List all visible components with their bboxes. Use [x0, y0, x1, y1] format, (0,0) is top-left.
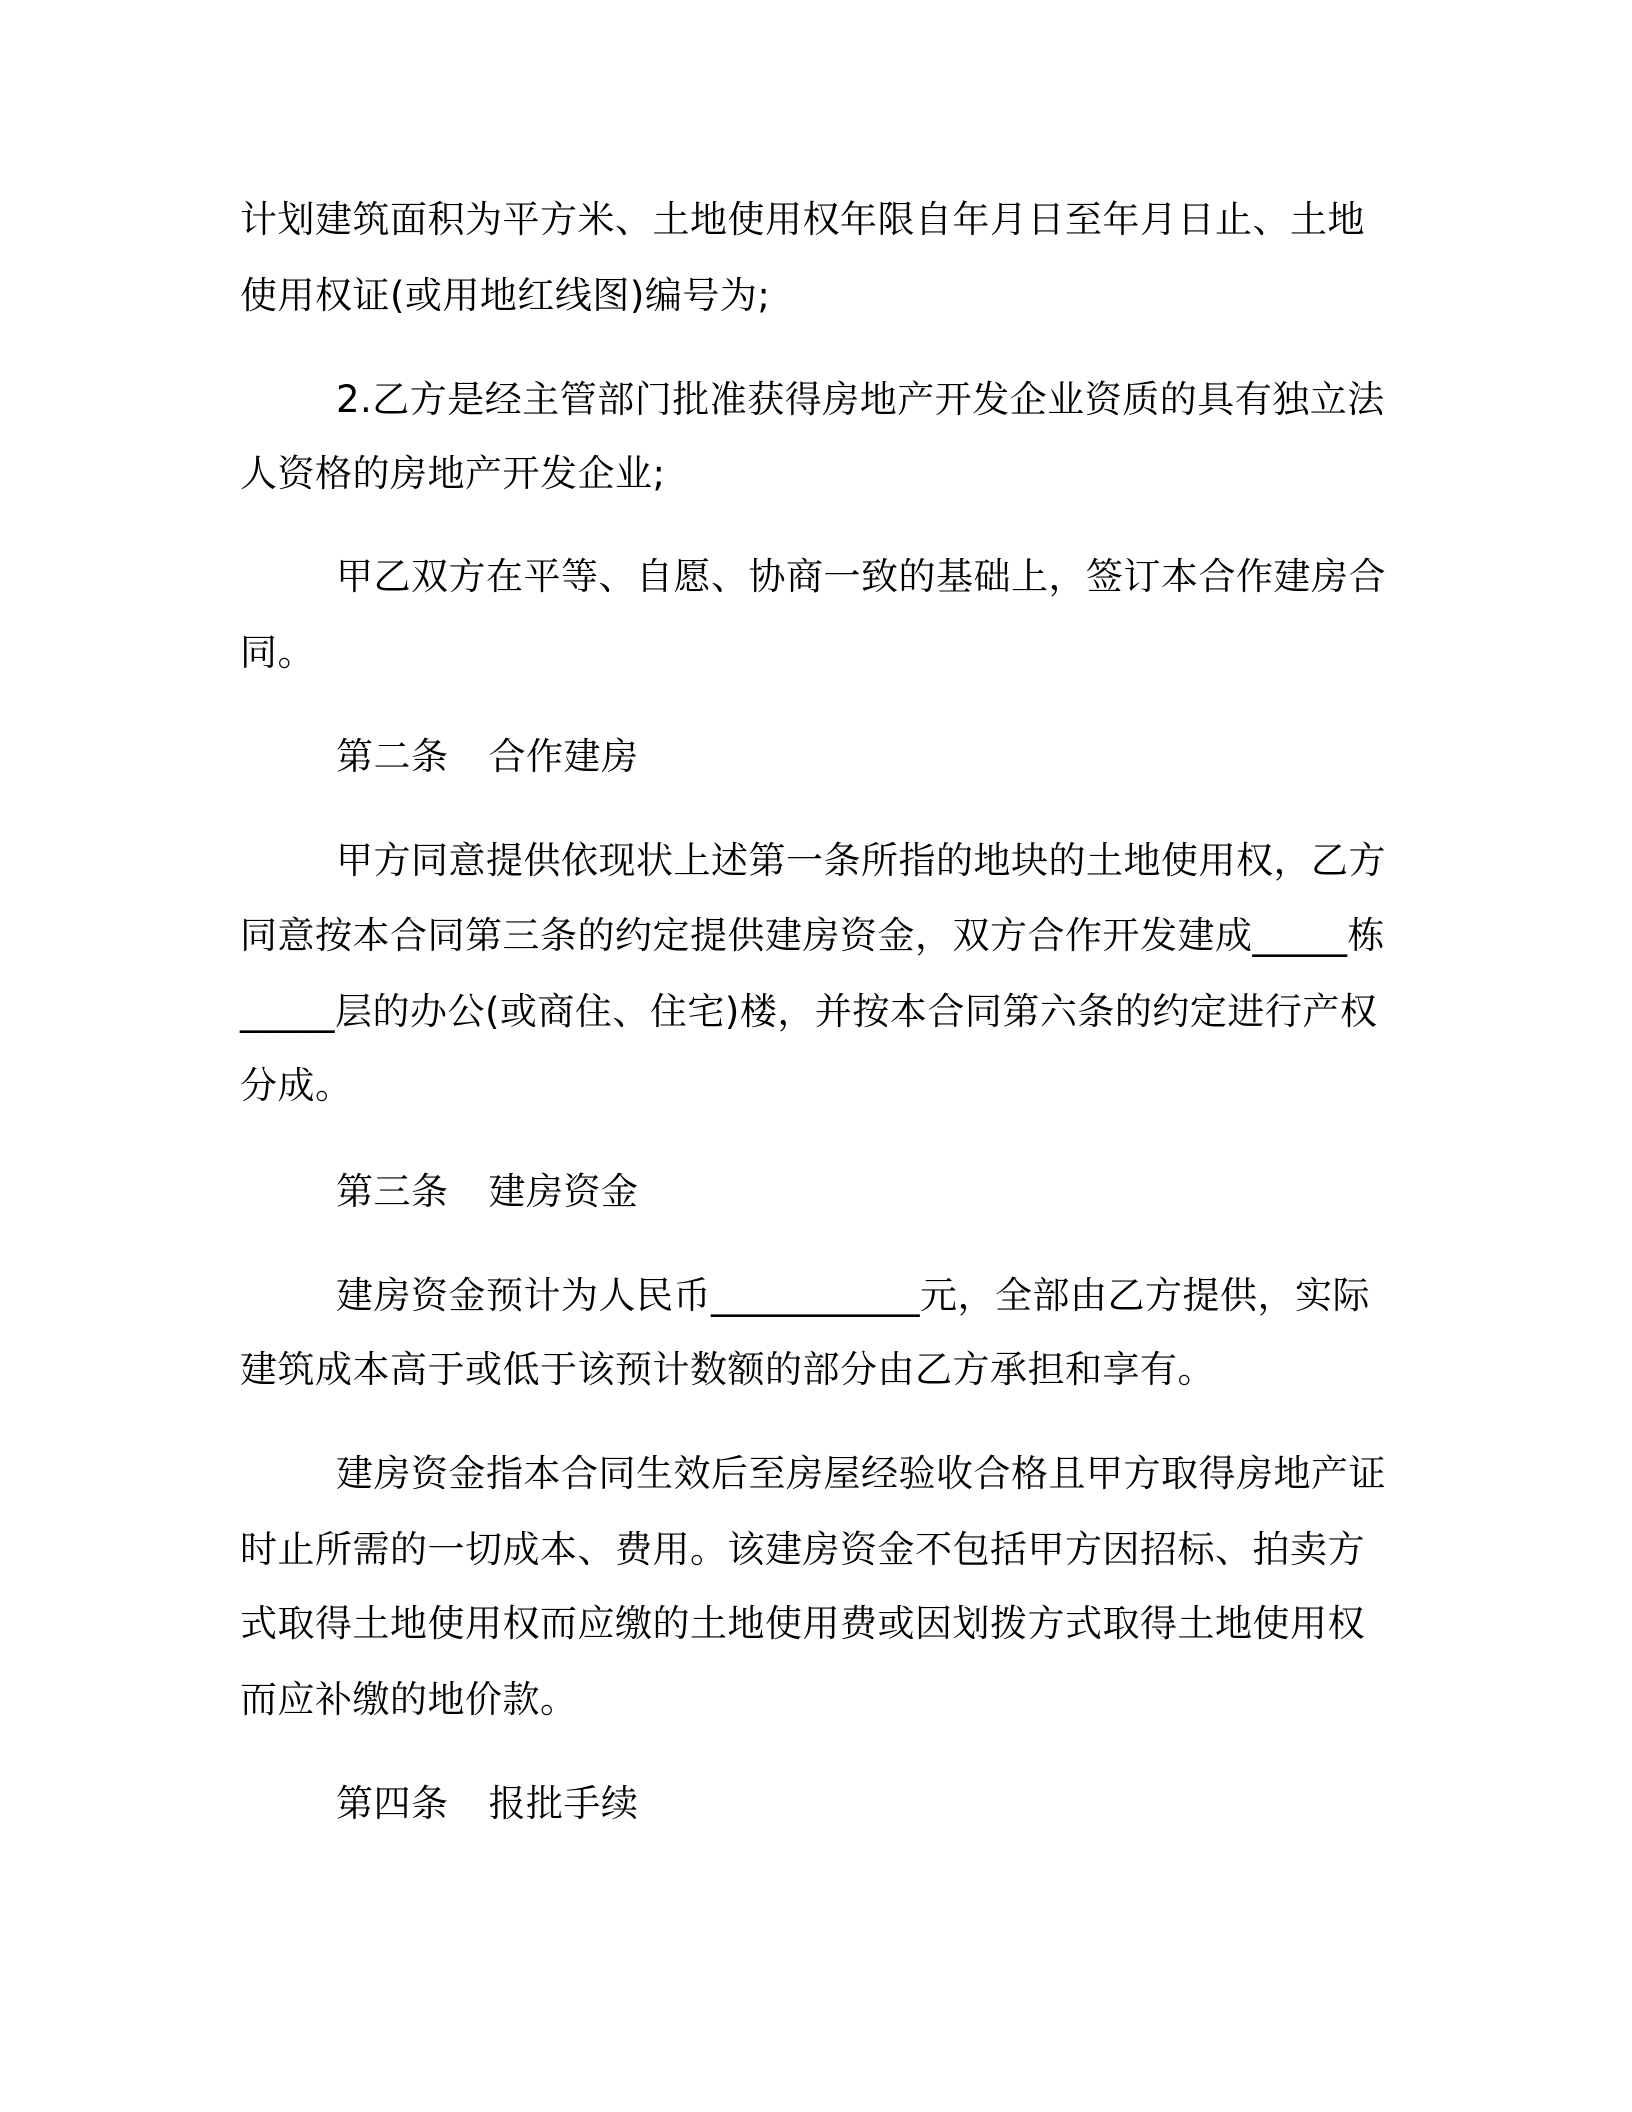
article-4-number: 第四条 [336, 1782, 449, 1825]
article-2-number: 第二条 [336, 735, 449, 778]
article-2-line-4: 分成。 [240, 1064, 353, 1107]
preamble-line-1: 计划建筑面积为平方米、土地使用权年限自年月日至年月日止、土地 [240, 198, 1365, 241]
item2-line-2: 人资格的房地产开发企业; [240, 452, 666, 495]
article-3-number: 第三条 [336, 1170, 449, 1213]
article-3-heading [336, 1168, 639, 1216]
article-3-p1-line-2: 建筑成本高于或低于该预计数额的部分由乙方承担和享有。 [240, 1348, 1215, 1391]
article-3-title: 建房资金 [488, 1170, 639, 1213]
article-2-heading [336, 733, 639, 781]
item2-line-1: 2.乙方是经主管部门批准获得房地产开发企业资质的具有独立法 [336, 378, 1385, 421]
article-4-title: 报批手续 [488, 1782, 639, 1825]
agreement-line-1: 甲乙双方在平等、自愿、协商一致的基础上，签订本合作建房合 [336, 555, 1386, 598]
article-3-p2-line-2: 时止所需的一切成本、费用。该建房资金不包括甲方因招标、拍卖方 [240, 1528, 1365, 1571]
article-3-p2-line-1: 建房资金指本合同生效后至房屋经验收合格且甲方取得房地产证 [336, 1452, 1386, 1495]
preamble-line-2: 使用权证(或用地红线图)编号为; [240, 274, 771, 317]
article-3-p1-line-1: 建房资金预计为人民币___________元，全部由乙方提供，实际 [336, 1274, 1370, 1317]
article-2-line-3: _____层的办公(或商住、住宅)楼，并按本合同第六条的约定进行产权 [240, 990, 1378, 1033]
agreement-line-2: 同。 [240, 631, 315, 674]
article-2-title: 合作建房 [488, 735, 639, 778]
article-4-heading [336, 1780, 639, 1828]
article-3-p2-line-3: 式取得土地使用权而应缴的土地使用费或因划拨方式取得土地使用权 [240, 1602, 1365, 1645]
article-2-line-1: 甲方同意提供依现状上述第一条所指的地块的土地使用权，乙方 [336, 839, 1386, 882]
article-3-p2-line-4: 而应补缴的地价款。 [240, 1678, 578, 1721]
article-2-line-2: 同意按本合同第三条的约定提供建房资金，双方合作开发建成_____栋 [240, 914, 1385, 957]
